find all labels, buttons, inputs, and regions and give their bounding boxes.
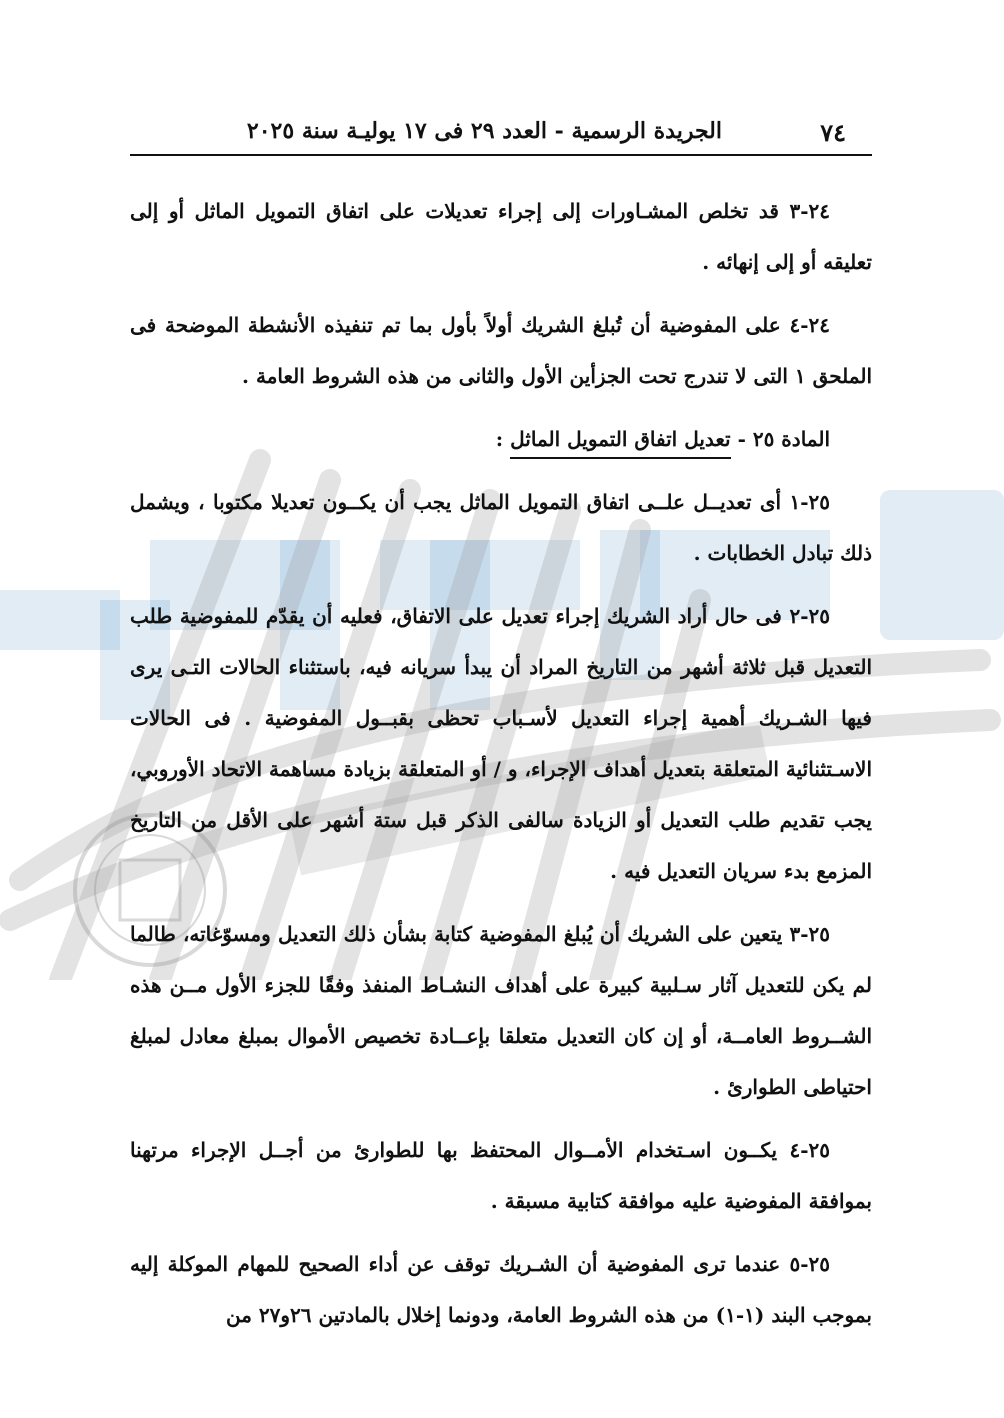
- body-text: [130, 186, 872, 1353]
- page-header: [130, 112, 872, 152]
- paragraph-24-3: ٢٤-٣ قد تخلص المشـاورات إلى إجراء تعديلات على اتفاق التمويل الماثل أو إلى تعليقه أو إلى إنهائه .: [130, 199, 872, 274]
- paragraph-24-4: ٢٤-٤ على المفوضية أن تُبلغ الشريك أولاً بأول بما تم تنفيذه الأنشطة الموضحة فى الملحق ١ التى لا تندرج تحت الجزأين الأول والثانى من هذه الشروط العامة .: [130, 313, 872, 388]
- running-title: الجريدة الرسمية - العدد ٢٩ فى ١٧ يوليـة سنة ٢٠٢٥: [246, 118, 722, 144]
- article-25-heading: [130, 414, 872, 465]
- article-heading-suffix: :: [495, 427, 511, 451]
- page-number: ٧٤: [820, 118, 846, 147]
- paragraph-25-1: ٢٥-١ أى تعديــل علــى اتفاق التمويل الماثل يجب أن يكــون تعديلا مكتوبا ، ويشمل ذلك تبادل الخطابات .: [130, 490, 872, 565]
- article-heading-prefix: المادة ٢٥ -: [730, 427, 830, 451]
- paragraph-25-2: ٢٥-٢ فى حال أراد الشريك إجراء تعديل على الاتفاق، فعليه أن يقدّم للمفوضية طلب التعديل قبل ثلاثة أشهر من التاريخ المراد أن يبدأ سريانه فيه، باستثناء الحالات التـى يرى فيها الشـريك أهمية إجراء التعديل لأسـباب تحظى بقبــول المفوضية . فى الحالات الاسـتثنائية المتعلقة بتعديل أهداف الإجراء، و / أو المتعلقة بزيادة مساهمة الاتحاد الأوروبي، يجب تقديم طلب التعديل أو الزيادة سالفى الذكر قبل ستة أشهر على الأقل من التاريخ المزمع بدء سريان التعديل فيه .: [130, 604, 872, 883]
- paragraph-25-5: ٢٥-٥ عندما ترى المفوضية أن الشـريك توقف عن أداء الصحيح للمهام الموكلة إليه بموجب البند (١-١) من هذه الشروط العامة، ودونما إخلال بالمادتين ٢٦و٢٧ من: [130, 1252, 872, 1327]
- paragraph-25-3: ٢٥-٣ يتعين على الشريك أن يُبلغ المفوضية كتابة بشأن ذلك التعديل ومسوّغاته، طالما لم يكن للتعديل آثار سـلبية كبيرة على أهداف النشـاط المنفذ وفقًا للجزء الأول مــن هذه الشــروط العامــة، أو إن كان التعديل متعلقا بإعــادة تخصيص الأموال بمبلغ معادل لمبلغ احتياطى الطوارئ .: [130, 922, 872, 1099]
- paragraph-25-4: ٢٥-٤ يكــون اسـتخدام الأمــوال المحتفظ بها للطوارئ من أجــل الإجراء مرتهنا بموافقة المفوضية عليه موافقة كتابية مسبقة .: [130, 1138, 872, 1213]
- header-divider: [130, 154, 872, 156]
- article-heading-title: تعديل اتفاق التمويل الماثل: [510, 427, 730, 459]
